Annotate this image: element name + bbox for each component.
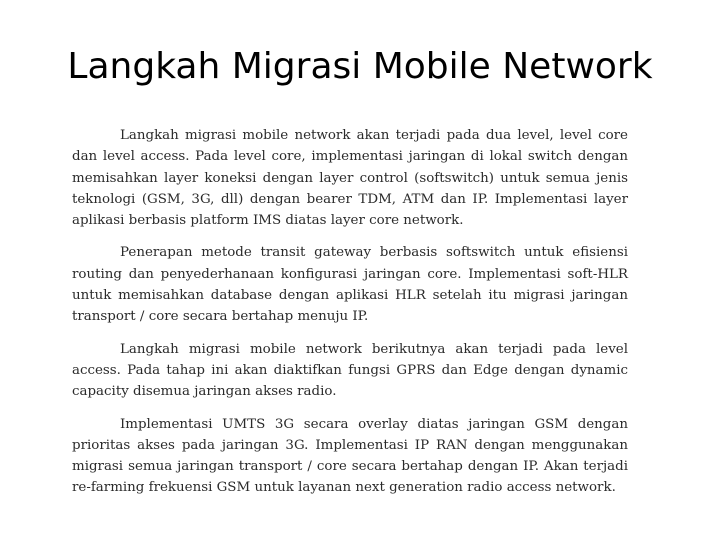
paragraph-softswitch: Penerapan metode transit gateway berbasis softswitch untuk efisiensi routing dan penyederhanaan konfigurasi jaringan core. Implementasi soft-HLR untuk memisahkan database dengan aplikasi HLR setelah itu migrasi jaringan transport / core secara bertahap menuju IP. bbox=[72, 245, 628, 325]
paragraph-core-level: Langkah migrasi mobile network akan terjadi pada dua level, level core dan level access. Pada level core, implementasi jaringan di lokal switch dengan memisahkan layer koneksi dengan layer control (softswitch) untuk semua jenis teknologi (GSM, 3G, dll) dengan bearer TDM, ATM dan IP. Implementasi layer aplikasi berbasis platform IMS diatas layer core network. bbox=[72, 128, 628, 229]
paragraph-umts: Implementasi UMTS 3G secara overlay diatas jaringan GSM dengan prioritas akses pada jaringan 3G. Implementasi IP RAN dengan menggunakan migrasi semua jaringan transport / core secara bertahap dengan IP. Akan terjadi re-farming frekuensi GSM untuk layanan next generation radio access network. bbox=[72, 416, 628, 496]
body-text bbox=[72, 125, 628, 499]
paragraph-access-level: Langkah migrasi mobile network berikutnya akan terjadi pada level access. Pada tahap ini akan diaktifkan fungsi GPRS dan Edge dengan dynamic capacity disemua jaringan akses radio. bbox=[72, 341, 628, 400]
slide-title: Langkah Migrasi Mobile Network bbox=[67, 46, 653, 87]
